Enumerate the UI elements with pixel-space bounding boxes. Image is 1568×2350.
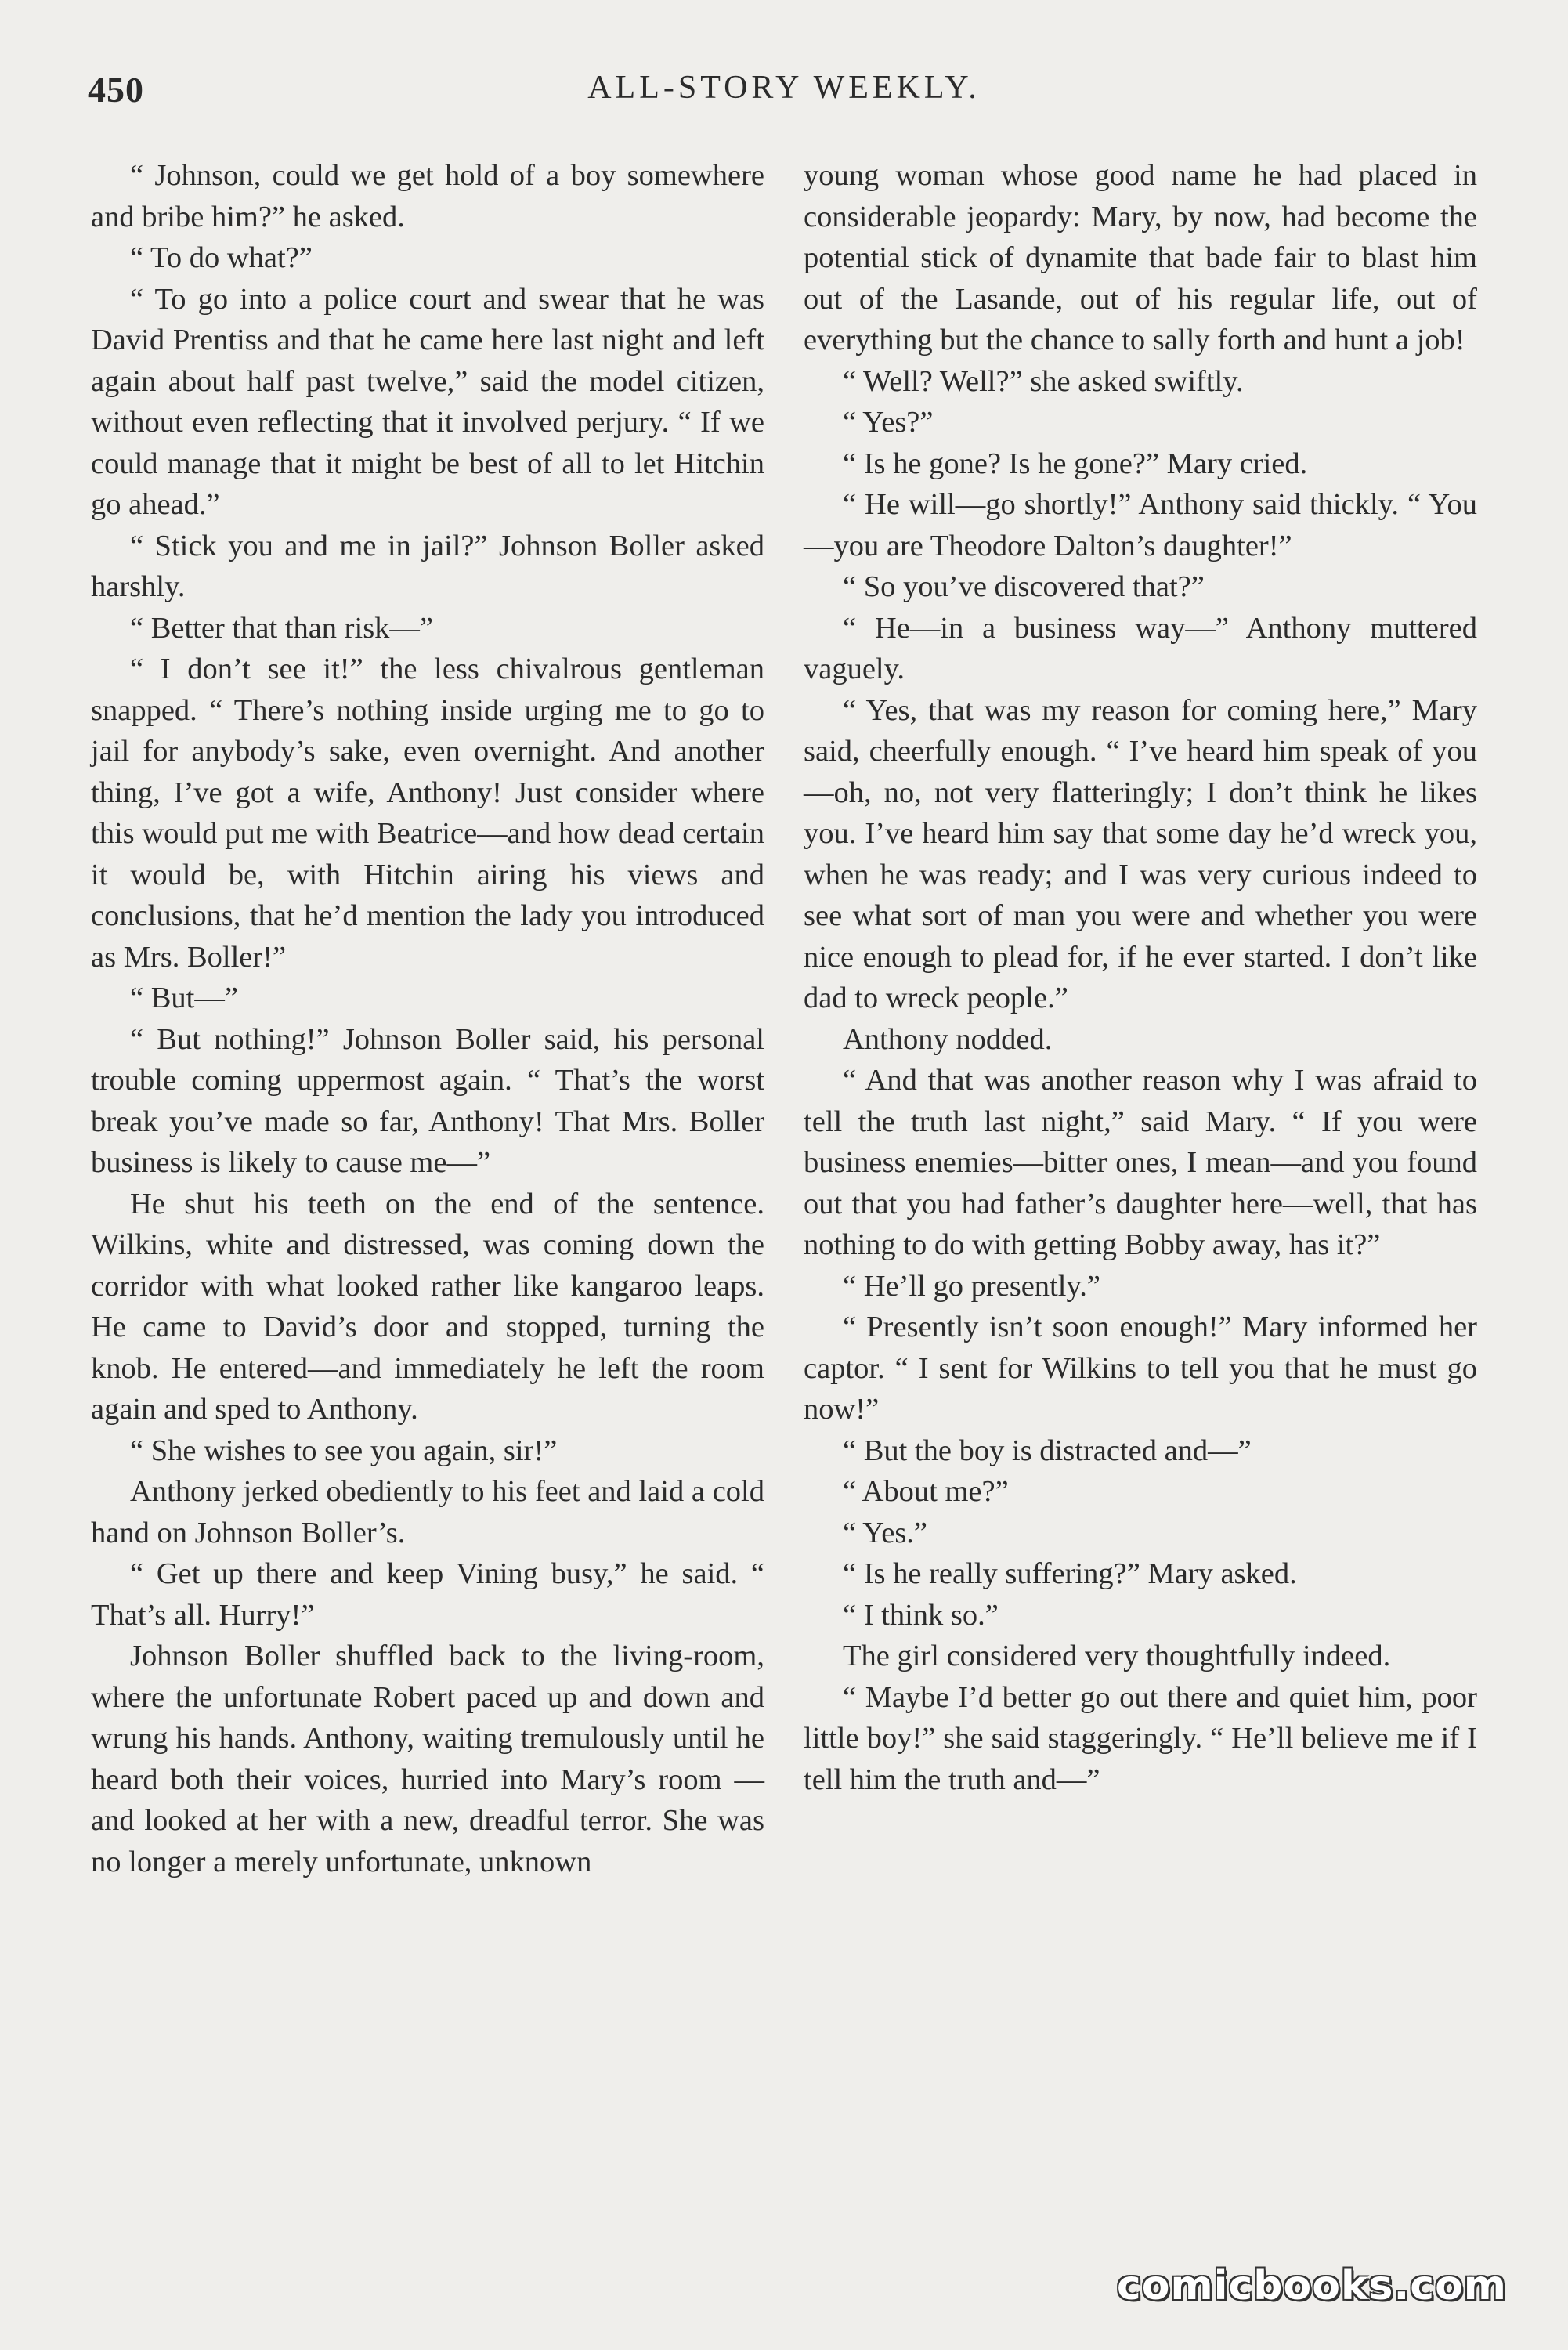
paragraph: “ She wishes to see you again, sir!”	[130, 1434, 558, 1467]
paragraph: “ Stick you and me in jail?” Johnson Boller asked harshly.	[91, 529, 764, 603]
paragraph: “ Well? Well?” she asked swiftly.	[843, 364, 1244, 398]
paragraph: “ He will—go shortly!” Anthony said thickly. “ You—you are Theodore Dalton’s daughter!”	[804, 488, 1477, 562]
left-column	[91, 155, 764, 1882]
right-column	[804, 155, 1477, 1800]
paragraph: Anthony jerked obediently to his feet and laid a cold hand on Johnson Boller’s.	[91, 1475, 764, 1549]
paragraph: Anthony nodded.	[843, 1022, 1053, 1056]
paragraph: “ I don’t see it!” the less chivalrous gentleman snapped. “ There’s nothing inside urging me to go to jail for anybody’s sake, even overnight. And another thing, I’ve got a wife, Anthony! Just consider where this would put me with Beatrice—and how dead certain it would be, with Hitchin airing his views and conclusions, that he’d mention the lady you introduced as Mrs. Boller!”	[91, 653, 764, 974]
paragraph: “ Yes?”	[843, 406, 934, 439]
paragraph: “ Get up there and keep Vining busy,” he said. “ That’s all. Hurry!”	[91, 1557, 764, 1632]
paragraph: “ But nothing!” Johnson Boller said, his personal trouble coming uppermost again. “ That’s the worst break you’ve made so far, Anthony! That Mrs. Boller business is likely to cause me—”	[91, 1022, 764, 1179]
paragraph: “ And that was another reason why I was afraid to tell the truth last night,” said Mary. “ If you were business enemies—bitter ones, I mean—and you found out that you had father’s daughter here—well, that has nothing to do with getting Bobby away, has it?”	[804, 1064, 1477, 1261]
paragraph: “ I think so.”	[843, 1598, 999, 1632]
paragraph: “ To go into a police court and swear that he was David Prentiss and that he came here last night and left again about half past twelve,” said the model citizen, without even reflecting that it involved perjury. “ If we could manage that it might be best of all to let Hitchin go ahead.”	[91, 282, 764, 521]
paragraph: “ Better that than risk—”	[130, 611, 434, 645]
paragraph: “ About me?”	[843, 1475, 1009, 1508]
paragraph: “ Yes, that was my reason for coming here,” Mary said, cheerfully enough. “ I’ve heard him speak of you—oh, no, not very flatteringly; I don’t think he likes you. I’ve heard him say that some day he’d wreck you, when he was ready; and I was very curious indeed to see what sort of man you were and whether you were nice enough to plead for, if he ever started. I don’t like dad to wreck people.”	[804, 693, 1477, 1014]
paragraph: “ But the boy is distracted and—”	[843, 1434, 1252, 1467]
running-title: ALL-STORY WEEKLY.	[587, 70, 981, 106]
paragraph: Johnson Boller shuffled back to the living-room, where the unfortunate Robert paced up and down and wrung his hands. Anthony, waiting tremulously until he heard both their voices, hurried into Mary’s room — and looked at her with a new, dreadful terror. She was no longer a merely unfortunate, unknown	[91, 1640, 764, 1878]
paragraph: “ Is he really suffering?” Mary asked.	[843, 1557, 1297, 1590]
paragraph: “ Maybe I’d better go out there and quiet him, poor little boy!” she said staggeringly. “ He’ll believe me if I tell him the truth and—”	[804, 1680, 1477, 1796]
paragraph: The girl considered very thoughtfully indeed.	[843, 1640, 1391, 1672]
paragraph: “ He’ll go presently.”	[843, 1269, 1100, 1303]
paragraph: “ Presently isn’t soon enough!” Mary informed her captor. “ I sent for Wilkins to tell you that he must go now!”	[804, 1311, 1477, 1426]
page-header	[88, 69, 1480, 124]
paragraph: “ Johnson, could we get hold of a boy somewhere and bribe him?” he asked.	[91, 159, 764, 233]
paragraph: “ But—”	[130, 982, 238, 1014]
paragraph: “ He—in a business way—” Anthony muttered vaguely.	[804, 611, 1477, 685]
paragraph: “ To do what?”	[130, 241, 313, 274]
paragraph: He shut his teeth on the end of the sentence. Wilkins, white and distressed, was coming down the corridor with what looked rather like kangaroo leaps. He came to David’s door and stopped, turning the knob. He entered—and immediately he left the room again and sped to Anthony.	[91, 1187, 764, 1426]
paragraph: young woman whose good name he had placed in considerable jeopardy: Mary, by now, had become the potential stick of dynamite that bade fair to blast him out of the Lasande, out of his regular life, out of everything but the chance to sally forth and hunt a job!	[804, 159, 1477, 356]
paragraph: “ Yes.”	[843, 1516, 928, 1549]
page-number: 450	[88, 70, 144, 110]
paragraph: “ So you’ve discovered that?”	[843, 570, 1205, 603]
paragraph: “ Is he gone? Is he gone?” Mary cried.	[843, 446, 1308, 480]
watermark-logo: comicbooks.com	[1116, 2262, 1507, 2309]
